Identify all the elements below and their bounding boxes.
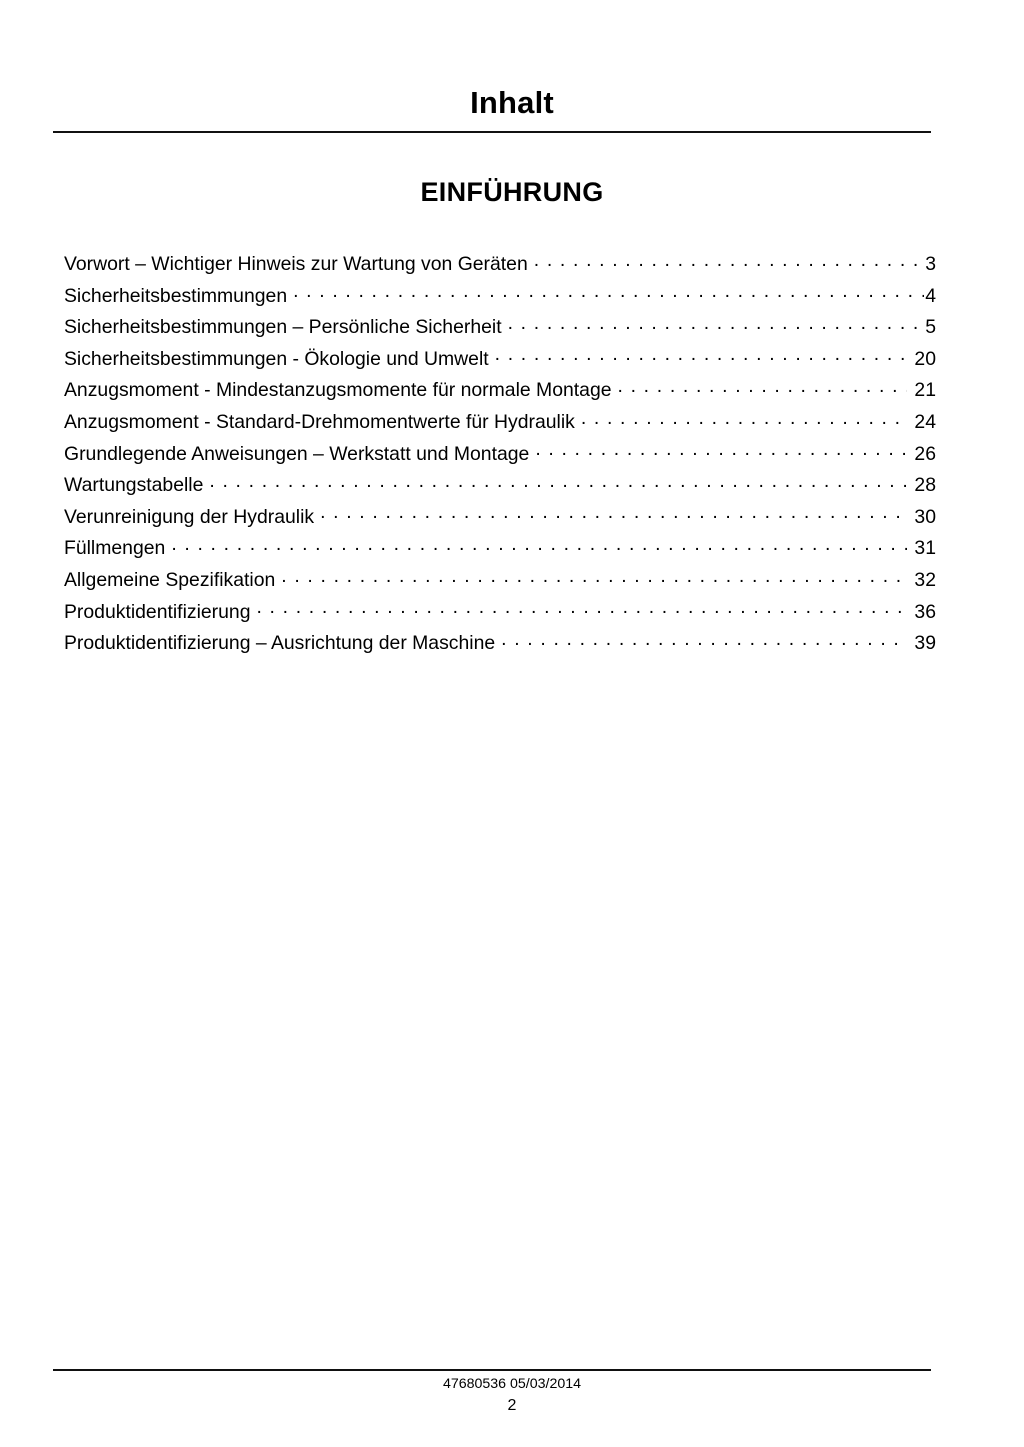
toc-entry[interactable] (64, 439, 936, 471)
toc-entry-page-number: 36 (914, 600, 936, 623)
toc-dot-leader (209, 472, 907, 491)
toc-entry[interactable] (64, 249, 936, 281)
toc-entry[interactable] (64, 533, 936, 565)
toc-entry-page-number: 31 (914, 537, 936, 560)
toc-entry-page-number: 26 (914, 442, 936, 465)
toc-dot-leader (581, 409, 908, 428)
toc-entry[interactable] (64, 565, 936, 597)
toc-dot-leader (320, 503, 907, 522)
footer-page-number: 2 (507, 1397, 517, 1414)
toc-entry[interactable] (64, 470, 936, 502)
toc-dot-leader (171, 535, 907, 554)
toc-entry-label: Anzugsmoment - Mindestanzugsmomente für normale Montage (64, 379, 612, 402)
page-footer (0, 1374, 1024, 1417)
toc-entry-page-number: 24 (914, 410, 936, 433)
toc-entry-label: Füllmengen (64, 537, 166, 560)
toc-entry-page-number: 28 (914, 474, 936, 497)
toc-dot-leader (495, 345, 908, 364)
toc-entry[interactable] (64, 312, 936, 344)
toc-entry-label: Produktidentifizierung (64, 600, 251, 623)
footer-divider (53, 1369, 931, 1371)
toc-dot-leader (534, 251, 924, 270)
toc-entry[interactable] (64, 597, 936, 629)
toc-dot-leader (535, 440, 907, 459)
toc-entry-label: Verunreinigung der Hydraulik (64, 505, 315, 528)
toc-entry[interactable] (64, 281, 936, 313)
toc-entry-page-number: 32 (914, 568, 936, 591)
toc-entry[interactable] (64, 502, 936, 534)
toc-entry-label: Allgemeine Spezifikation (64, 568, 276, 591)
toc-entry-label: Grundlegende Anweisungen – Werkstatt und Montage (64, 442, 530, 465)
toc-dot-leader (281, 567, 907, 586)
toc-entry-page-number: 5 (925, 316, 936, 339)
toc-dot-leader (256, 598, 907, 617)
toc-entry-page-number: 30 (914, 505, 936, 528)
toc-dot-leader (293, 282, 924, 301)
toc-entry-label: Produktidentifizierung – Ausrichtung der Maschine (64, 632, 496, 655)
toc-entry-page-number: 21 (914, 379, 936, 402)
toc-entry-page-number: 39 (914, 632, 936, 655)
toc-entry-page-number: 20 (914, 347, 936, 370)
toc-entry-label: Sicherheitsbestimmungen - Ökologie und Umwelt (64, 347, 489, 370)
toc-entry-label: Anzugsmoment - Standard-Drehmomentwerte für Hydraulik (64, 410, 575, 433)
toc-entry[interactable] (64, 375, 936, 407)
section-heading: EINFÜHRUNG (420, 177, 604, 207)
footer-document-code: 47680536 05/03/2014 (442, 1376, 582, 1392)
page-title: Inhalt (470, 85, 554, 120)
toc-entry-label: Sicherheitsbestimmungen – Persönliche Sicherheit (64, 316, 502, 339)
toc-entry[interactable] (64, 407, 936, 439)
header-divider (53, 131, 931, 133)
toc-entry-page-number: 3 (925, 253, 936, 275)
table-of-contents (64, 249, 936, 660)
toc-entry-label: Wartungstabelle (64, 474, 204, 497)
toc-dot-leader (618, 377, 908, 396)
toc-entry-label: Vorwort – Wichtiger Hinweis zur Wartung von Geräten (64, 253, 528, 275)
toc-dot-leader (508, 314, 925, 333)
toc-entry-label: Sicherheitsbestimmungen (64, 284, 288, 307)
toc-entry[interactable] (64, 344, 936, 376)
toc-entry[interactable] (64, 628, 936, 660)
toc-dot-leader (501, 630, 907, 649)
toc-entry-page-number: 4 (925, 284, 936, 307)
